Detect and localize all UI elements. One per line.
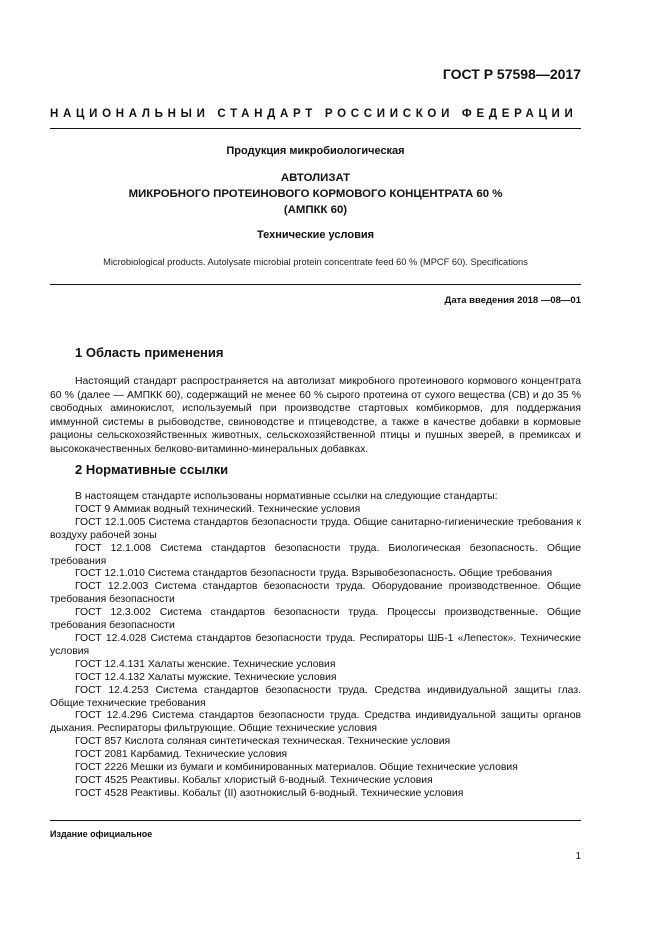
section-2-heading: 2 Нормативные ссылки [75, 462, 229, 477]
product-category: Продукция микробиологическая [226, 145, 405, 157]
reference-item: ГОСТ 12.4.028 Система стандартов безопасности труда. Респираторы ШБ-1 «Лепесток». Технические условия [50, 632, 581, 657]
standard-code: ГОСТ Р 57598—2017 [442, 66, 581, 82]
normative-references [50, 491, 581, 801]
title-line-3: (АМПКК 60) [283, 204, 348, 216]
page-number: 1 [575, 851, 581, 862]
edition-label: Издание официальное [50, 829, 153, 839]
reference-item: ГОСТ 12.1.008 Система стандартов безопасности труда. Биологическая безопасность. Общие требования [50, 542, 581, 567]
title-line-2: МИКРОБНОГО ПРОТЕИНОВОГО КОРМОВОГО КОНЦЕНТРАТА 60 % [128, 188, 503, 200]
reference-item: ГОСТ 12.1.010 Система стандартов безопасности труда. Взрывобезопасность. Общие требования [75, 568, 553, 580]
title-line-1: АВТОЛИЗАТ [280, 172, 351, 184]
english-title: Microbiological products. Autolysate microbial protein concentrate feed 60 % (MPCF 60). Specifications [103, 257, 528, 267]
document-subtitle: Технические условия [256, 229, 375, 241]
section-1-text: Настоящий стандарт распространяется на автолизат микробного протеинового кормового концентрата 60 % (далее — АМПКК 60), содержащий не менее 60 % сырого протеина от сухого вещества (СВ) и до 35 % свободных аминокислот, используемый при производстве стартовых комбикормов, для поддержания иммунной системы в рыбоводстве, свиноводстве и птицеводстве, а также в качестве добавки в кормовые рационы сельскохозяйственных животных, сельскохозяйственной птицы и пушных зверей, в премиксах и высококачественных белково-витаминно-минеральных добавках. [50, 376, 581, 455]
document-title [50, 170, 581, 218]
reference-item: ГОСТ 12.2.003 Система стандартов безопасности труда. Оборудование производственное. Общие требования безопасности [50, 581, 581, 606]
reference-item: ГОСТ 12.1.005 Система стандартов безопасности труда. Общие санитарно-гигиенические требования к воздуху рабочей зоны [50, 516, 581, 541]
reference-item: ГОСТ 2226 Мешки из бумаги и комбинированных материалов. Общие технические условия [75, 762, 518, 774]
reference-item: ГОСТ 12.4.253 Система стандартов безопасности труда. Средства индивидуальной защиты глаз. Общие технические требования [50, 684, 581, 709]
title-divider [50, 284, 581, 285]
section-1-heading: 1 Область применения [75, 345, 224, 360]
footer-divider [50, 820, 581, 821]
reference-item: ГОСТ 12.4.132 Халаты мужские. Технические условия [75, 671, 337, 683]
reference-item: ГОСТ 12.4.131 Халаты женские. Технические условия [75, 658, 336, 670]
reference-item: ГОСТ 12.3.002 Система стандартов безопасности труда. Процессы производственные. Общие требования безопасности [50, 607, 581, 632]
top-divider [50, 128, 581, 129]
standard-banner: НАЦИОНАЛЬНЫЙ СТАНДАРТ РОССИЙСКОЙ ФЕДЕРАЦИИ [50, 108, 578, 120]
reference-item: ГОСТ 9 Аммиак водный технический. Технические условия [75, 503, 361, 515]
references-intro: В настоящем стандарте использованы нормативные ссылки на следующие стандарты: [75, 491, 498, 502]
reference-item: ГОСТ 857 Кислота соляная синтетическая техническая. Технические условия [75, 736, 451, 748]
reference-item: ГОСТ 4528 Реактивы. Кобальт (II) азотнокислый 6-водный. Технические условия [75, 787, 464, 799]
introduction-date: Дата введения 2018 —08—01 [444, 295, 581, 306]
reference-item: ГОСТ 4525 Реактивы. Кобальт хлористый 6-водный. Технические условия [75, 774, 433, 786]
reference-item: ГОСТ 12.4.296 Система стандартов безопасности труда. Средства индивидуальной защиты органов дыхания. Респираторы фильтрующие. Общие технические условия [50, 710, 581, 735]
reference-item: ГОСТ 2081 Карбамид. Технические условия [75, 749, 288, 761]
